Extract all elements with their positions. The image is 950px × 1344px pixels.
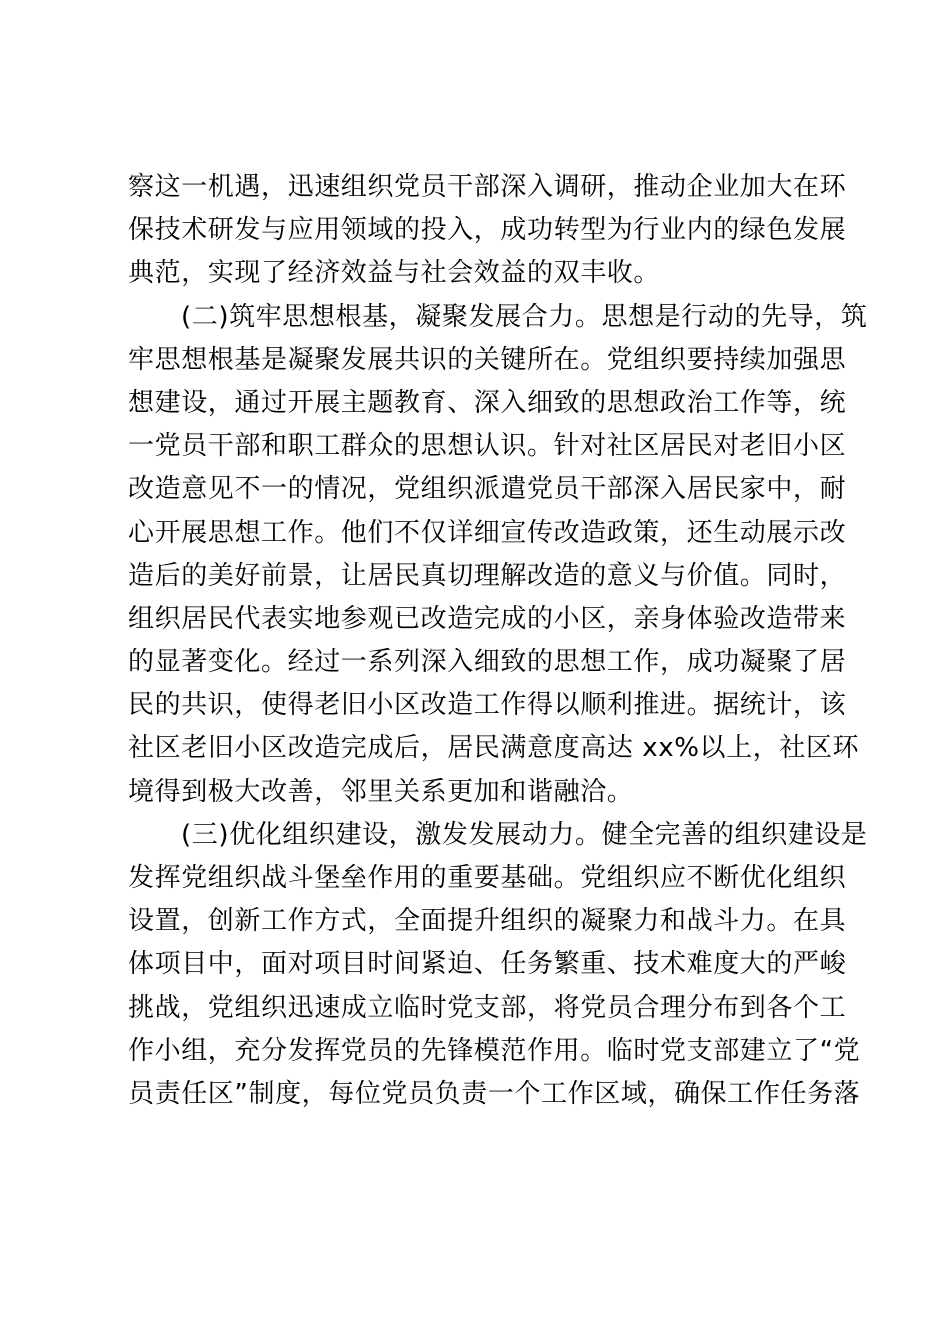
text-line: 典范，实现了经济效益与社会效益的双丰收。 [128, 258, 661, 289]
paragraph-section-three [128, 814, 868, 1116]
text-line: 员责任区”制度，每位党员负责一个工作区域，确保工作任务落 [128, 1078, 861, 1109]
paragraph-section-two [128, 296, 868, 814]
body-text [128, 166, 868, 1116]
text-line: 境得到极大改善，邻里关系更加和谐融洽。 [128, 776, 634, 807]
text-line: 改造意见不一的情况，党组织派遣党员干部深入居民家中，耐 [128, 474, 847, 505]
text-line: 民的共识，使得老旧小区改造工作得以顺利推进。据统计，该 [128, 690, 847, 721]
text-line: 一党员干部和职工群众的思想认识。针对社区居民对老旧小区 [128, 431, 847, 462]
text-line: 的显著变化。经过一系列深入细致的思想工作，成功凝聚了居 [128, 647, 847, 678]
text-line: 保技术研发与应用领域的投入，成功转型为行业内的绿色发展 [128, 215, 847, 246]
text-line: 造后的美好前景，让居民真切理解改造的意义与价值。同时， [128, 560, 847, 591]
text-line: 作小组，充分发挥党员的先锋模范作用。临时党支部建立了“党 [128, 1035, 861, 1066]
text-line: 组织居民代表实地参观已改造完成的小区，亲身体验改造带来 [128, 603, 847, 634]
text-line: 社区老旧小区改造完成后，居民满意度高达 xx%以上，社区环 [128, 733, 860, 764]
text-line: 体项目中，面对项目时间紧迫、任务繁重、技术难度大的严峻 [128, 949, 847, 980]
text-line: (二)筑牢思想根基，凝聚发展合力。思想是行动的先导，筑 [181, 301, 868, 332]
text-line: (三)优化组织建设，激发发展动力。健全完善的组织建设是 [181, 819, 868, 850]
paragraph-continued [128, 166, 847, 296]
text-line: 想建设，通过开展主题教育、深入细致的思想政治工作等，统 [128, 387, 847, 418]
text-line: 牢思想根基是凝聚发展共识的关键所在。党组织要持续加强思 [128, 344, 847, 375]
text-line: 发挥党组织战斗堡垒作用的重要基础。党组织应不断优化组织 [128, 863, 847, 893]
text-line: 设置，创新工作方式，全面提升组织的凝聚力和战斗力。在具 [128, 906, 847, 937]
text-line: 心开展思想工作。他们不仅详细宣传改造政策，还生动展示改 [128, 517, 847, 548]
text-line: 察这一机遇，迅速组织党员干部深入调研，推动企业加大在环 [128, 172, 847, 202]
text-line: 挑战，党组织迅速成立临时党支部，将党员合理分布到各个工 [128, 992, 847, 1023]
